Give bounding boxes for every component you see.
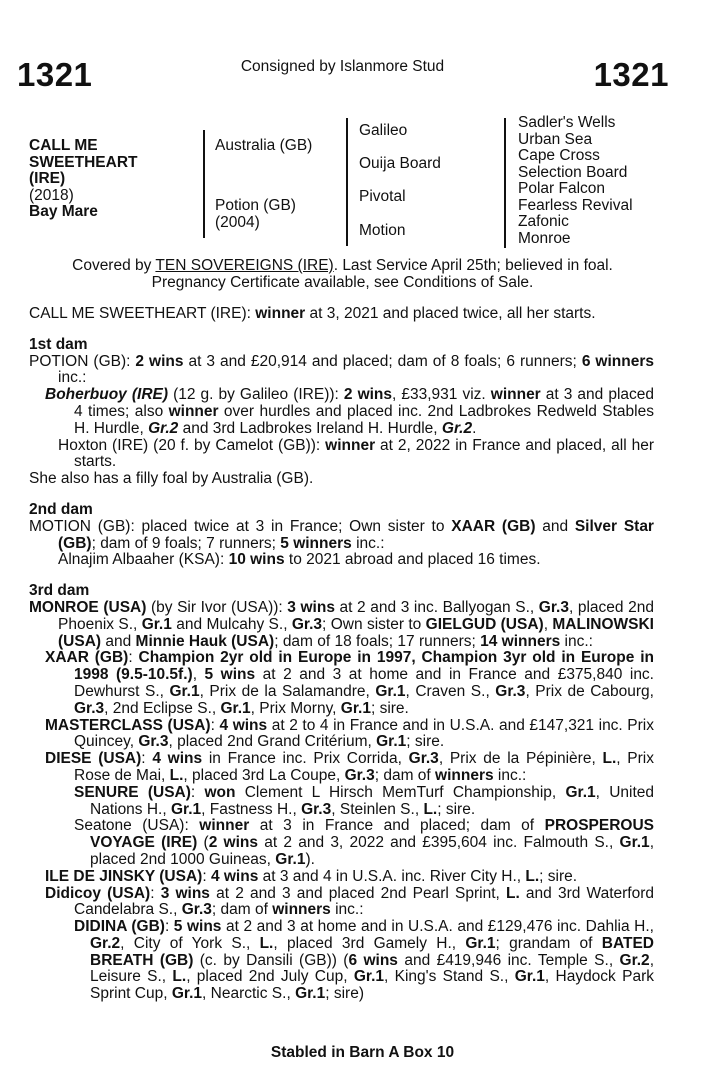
dam-year: (2004) <box>215 213 260 231</box>
dam <box>215 198 296 231</box>
ggp-6: Fearless Revival <box>518 196 633 214</box>
dam-name: Potion (GB) <box>215 197 296 214</box>
ggp-3: Cape Cross <box>518 147 600 164</box>
second-dam-entry: MOTION (GB): placed twice at 3 in France; Own sister to XAAR (GB) and Silver Star (GB); dam of 9 foals; 7 runners; 5 winners inc.: <box>29 517 654 552</box>
ggp-8: Monroe <box>518 229 571 247</box>
horse-name-2: SWEETHEART <box>29 153 138 171</box>
pedigree-divider <box>346 118 348 246</box>
produce-entry: DIESE (USA): 4 wins in France inc. Prix Corrida, Gr.3, Prix de la Pépinière, L., Prix Rose de Mai, L., placed 3rd La Coupe, Gr.3; dam of winners inc.: <box>45 750 654 784</box>
horse-name-3: (IRE) <box>29 170 66 187</box>
third-dam-entry: MONROE (USA) (by Sir Ivor (USA)): 3 wins at 2 and 3 inc. Ballyogan S., Gr.3, placed 2nd Phoenix S., Gr.1 and Mulcahy S., Gr.3; Own sister to GIELGUD (USA), MALINOWSKI (USA) and Minnie Hauk (USA); dam of 18 foals; 17 runners; 14 winners inc.: <box>29 598 654 650</box>
produce-entry: SENURE (USA): won Clement L Hirsch MemTurf Championship, Gr.1, United Nations H., Gr.1, Fastness H., Gr.3, Steinlen S., L.; sire. <box>74 783 655 818</box>
pedigree-divider <box>504 118 506 248</box>
produce-entry: ILE DE JINSKY (USA): 4 wins at 3 and 4 in U.S.A. inc. River City H., L.; sire. <box>45 867 578 885</box>
produce-entry: DIDINA (GB): 5 wins at 2 and 3 at home and in U.S.A. and £129,476 inc. Dahlia H., Gr.2, City of York S., L., placed 3rd Gamely H., Gr.1; grandam of BATED BREATH (GB) (c. by Dansili (GB)) (6 wins and £419,946 inc. Temple S., Gr.2, Leisure S., L., placed 2nd July Cup, Gr.1, King's Stand S., Gr.1, Haydock Park Sprint Cup, Gr.1, Nearctic S., Gr.1; sire) <box>74 918 654 1003</box>
catalogue-body <box>29 306 654 1003</box>
ggp-5: Polar Falcon <box>518 180 606 197</box>
heading-third-dam: 3rd dam <box>29 582 90 600</box>
ggp-1: Sadler's Wells <box>518 114 616 131</box>
grandsire-1: Galileo <box>359 122 408 139</box>
ggp-2: Urban Sea <box>518 130 593 148</box>
covered-note: Covered by TEN SOVEREIGNS (IRE). Last Service April 25th; believed in foal. Pregnancy Certificate available, see Conditions of Sale. <box>72 257 613 291</box>
ggp-7: Zafonic <box>518 213 569 230</box>
produce-entry: MASTERCLASS (USA): 4 wins at 2 to 4 in France and in U.S.A. and £147,321 inc. Prix Quincey, Gr.3, placed 2nd Grand Critérium, Gr.1; sire. <box>45 716 655 751</box>
heading-second-dam: 2nd dam <box>29 500 93 518</box>
produce-entry: Seatone (USA): winner at 3 in France and placed; dam of PROSPEROUS VOYAGE (IRE) (2 wins at 2 and 3, 2022 and £395,604 inc. Falmouth S., Gr.1, placed 2nd 1000 Guineas, Gr.1). <box>74 817 655 868</box>
lot-number-left: 1321 <box>17 56 93 93</box>
lot-number-right: 1321 <box>593 56 669 93</box>
covering-stallion: TEN SOVEREIGNS (IRE) <box>155 257 334 274</box>
horse-description: Bay Mare <box>29 203 98 220</box>
produce-entry: Hoxton (IRE) (20 f. by Camelot (GB)): winner at 2, 2022 in France and placed, all her starts. <box>58 436 654 471</box>
consignor: Consigned by Islanmore Stud <box>240 58 445 75</box>
heading-first-dam: 1st dam <box>29 335 88 353</box>
pedigree-table <box>0 114 725 253</box>
produce-note: She also has a filly foal by Australia (GB). <box>29 470 314 488</box>
great-grandparents <box>518 115 633 247</box>
pedigree-divider <box>203 130 205 238</box>
ggp-4: Selection Board <box>518 163 628 181</box>
horse-info <box>29 138 138 221</box>
produce-entry: Alnajim Albaaher (KSA): 10 wins to 2021 abroad and placed 16 times. <box>58 551 541 569</box>
first-dam-entry: POTION (GB): 2 wins at 3 and £20,914 and placed; dam of 8 foals; 6 runners; 6 winners inc.: <box>29 352 654 387</box>
sire: Australia (GB) <box>215 137 313 154</box>
produce-entry: XAAR (GB): Champion 2yr old in Europe in 1997, Champion 3yr old in Europe in 1998 (9.5-10.5f.), 5 wins at 2 and 3 at home and in France and £375,840 inc. Dewhurst S., Gr.1, Prix de la Salamandre, Gr.1, Craven S., Gr.3, Prix de Cabourg, Gr.3, 2nd Eclipse S., Gr.1, Prix Morny, Gr.1; sire. <box>45 649 654 717</box>
horse-name-1: CALL ME <box>29 137 98 154</box>
horse-year: (2018) <box>29 186 74 204</box>
stabled-location: Stabled in Barn A Box 10 <box>270 1044 455 1061</box>
granddam-1: Ouija Board <box>359 155 441 172</box>
produce-entry: Boherbuoy (IRE) (12 g. by Galileo (IRE)): 2 wins, £33,931 viz. winner at 3 and placed 4 times; also winner over hurdles and placed inc. 2nd Ladbrokes Redweld Stables H. Hurdle, Gr.2 and 3rd Ladbrokes Ireland H. Hurdle, Gr.2. <box>45 386 654 437</box>
produce-entry: Didicoy (USA): 3 wins at 2 and 3 and placed 2nd Pearl Sprint, L. and 3rd Waterford Candelabra S., Gr.3; dam of winners inc.: <box>45 884 654 919</box>
granddam-2: Motion <box>359 222 406 239</box>
race-record: CALL ME SWEETHEART (IRE): winner at 3, 2021 and placed twice, all her starts. <box>29 305 596 322</box>
grandsire-2: Pivotal <box>359 188 406 205</box>
